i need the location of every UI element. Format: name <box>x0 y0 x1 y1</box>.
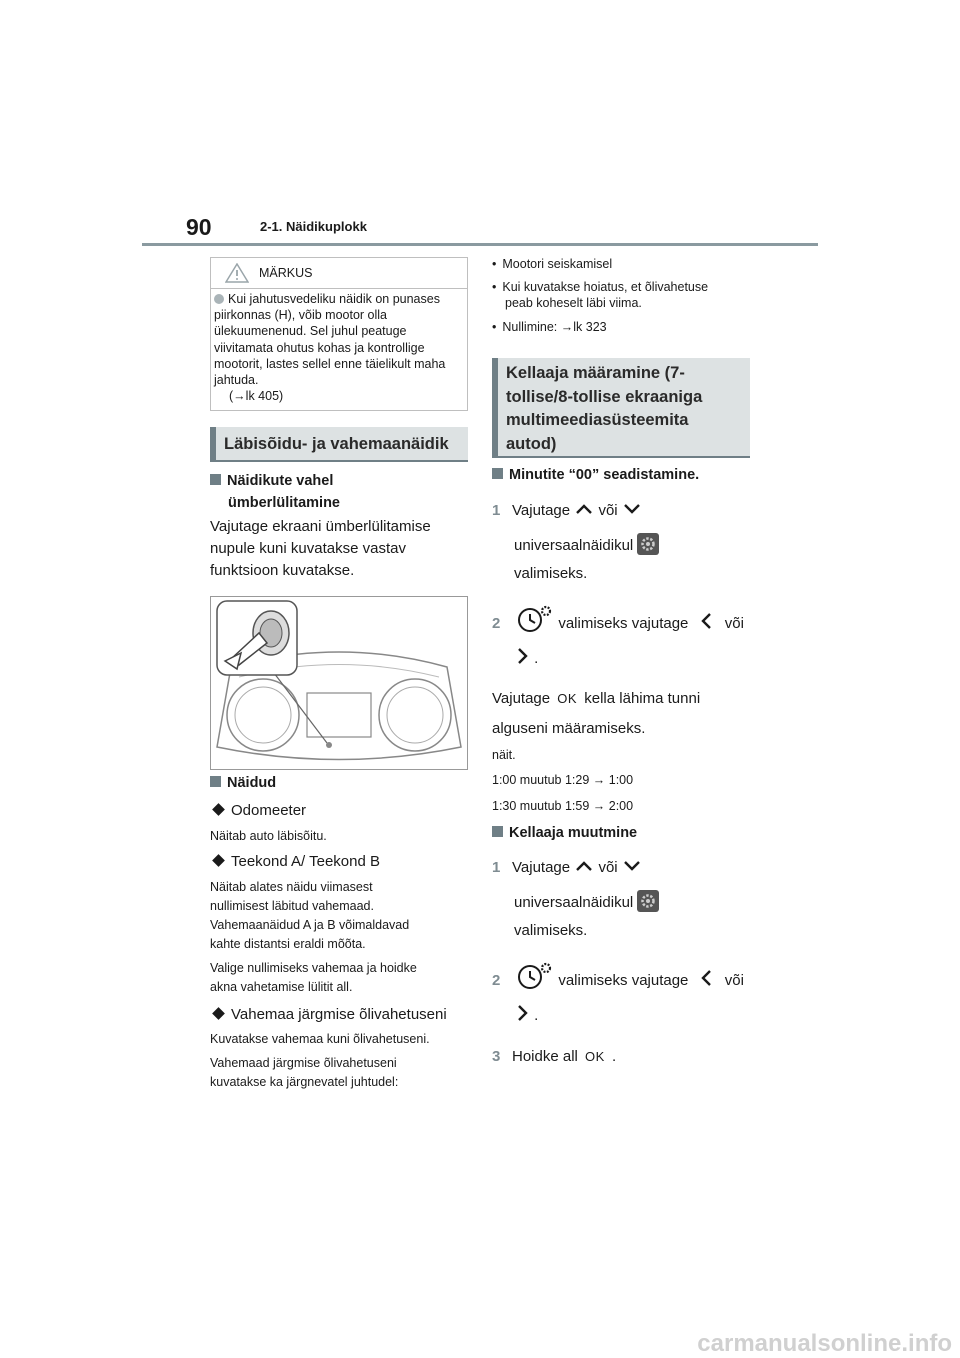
chg-step-1-multi: universaalnäidikul <box>514 890 659 914</box>
cluster-illustration <box>211 597 467 769</box>
diamond-bullet-icon <box>212 1007 225 1020</box>
example-1: 1:00 muutub 1:29 → 1:00 <box>492 773 634 787</box>
gear-icon <box>637 533 659 555</box>
notice-header <box>211 258 467 289</box>
odometer-text: Näitab auto läbisõitu. <box>210 829 327 843</box>
switch-heading: Näidikute vahel ümberlülitamine <box>210 470 340 514</box>
chg-step-1-select: valimiseks. <box>514 922 588 939</box>
chg-step-2: 2 valimiseks vajutage või <box>492 961 744 992</box>
bullet-dot-icon <box>214 294 224 304</box>
bullet-oil-warning: • Kui kuvatakse hoiatus, et õlivahetuse peab koheselt läbi viima. <box>492 280 709 310</box>
page-number: 90 <box>186 214 212 240</box>
chevron-down-icon <box>622 502 642 516</box>
header-rule <box>142 243 818 246</box>
trip-title: Teekond A/ Teekond B <box>210 851 380 873</box>
min-step-1-select: valimiseks. <box>514 565 588 582</box>
instrument-cluster-figure <box>210 596 468 770</box>
bullet-reset: • Nullimine: →lk 323 <box>492 320 607 334</box>
chevron-up-icon <box>574 502 594 516</box>
clock-settings-icon <box>516 604 554 634</box>
notice-title: MÄRKUS <box>259 266 313 280</box>
square-bullet-icon <box>210 474 221 485</box>
oil-title: Vahemaa järgmise õlivahetuseni <box>210 1004 447 1026</box>
chg-step-3: 3 Hoidke all OK . <box>492 1048 617 1065</box>
clock-settings-icon <box>516 961 554 991</box>
minutes-heading: Minutite “00” seadistamine. <box>492 467 699 483</box>
ok-icon: OK <box>585 1049 605 1064</box>
square-bullet-icon <box>492 826 503 837</box>
heading-odometer: Läbisõidu- ja vahemaanäidik <box>210 427 468 462</box>
change-heading: Kellaaja muutmine <box>492 825 637 841</box>
chg-step-1: 1 Vajutage või <box>492 857 642 879</box>
gauges-heading: Näidud <box>210 775 276 791</box>
diamond-bullet-icon <box>212 803 225 816</box>
trip-text: Näitab alates näidu viimasest nullimisest läbitud vahemaad. Vahemaanäidud A ja B võimaldavad kahte distantsi eraldi mõõta. Valige nullimiseks vahemaa ja hoidke akna vahetamise lülitit all. <box>210 880 417 994</box>
notice-text: Kui jahutusvedeliku näidik on punases piirkonnas (H), võib mootor olla ülekuumenenud. Sel juhul peatuge viivitamata ohutus kohas ja kontrollige mootorit, lastes sellel enne täielikult maha jahtuda. <box>214 292 446 388</box>
chevron-up-icon <box>574 859 594 873</box>
min-step-2: 2 valimiseks vajutage või <box>492 604 744 635</box>
chevron-down-icon <box>622 859 642 873</box>
square-bullet-icon <box>210 776 221 787</box>
chevron-right-icon <box>514 1003 530 1023</box>
chg-step-2-right: . <box>514 1003 538 1027</box>
example-2: 1:30 muutub 1:59 → 2:00 <box>492 799 634 813</box>
ok-instruction: Vajutage OK kella lähima tunni <box>492 690 701 707</box>
bullet-engine-stop: • Mootori seiskamisel <box>492 257 613 271</box>
oil-text: Kuvatakse vahemaa kuni õlivahetuseni. Vahemaad järgmise õlivahetuseni kuvatakse ka järgnevatel juhtudel: <box>210 1032 430 1089</box>
odometer-title: Odomeeter <box>210 800 306 822</box>
section-title: 2-1. Näidikuplokk <box>260 219 367 234</box>
warning-triangle-icon <box>225 263 249 283</box>
switch-body: Vajutage ekraani ümberlülitamise nupule kuni kuvatakse vastav funktsioon kuvatakse. <box>210 518 431 579</box>
chevron-left-icon <box>699 968 715 988</box>
notice-ref: (→lk 405) <box>229 389 284 404</box>
min-step-2-right: . <box>514 646 538 670</box>
notice-box <box>210 257 468 411</box>
chevron-right-icon <box>514 646 530 666</box>
ok-instruction-2: alguseni määramiseks. <box>492 720 646 737</box>
notice-body <box>214 291 464 404</box>
square-bullet-icon <box>492 468 503 479</box>
ok-icon: OK <box>557 691 578 706</box>
heading-clock: Kellaaja määramine (7- tollise/8-tollise ekraaniga multimeediasüsteemita autod) <box>492 358 750 458</box>
example-label: näit. <box>492 748 516 762</box>
min-step-1: 1 Vajutage või <box>492 500 642 522</box>
gear-icon <box>637 890 659 912</box>
min-step-1-multi: universaalnäidikul <box>514 533 659 557</box>
diamond-bullet-icon <box>212 854 225 867</box>
chevron-left-icon <box>699 611 715 631</box>
watermark: carmanualsonline.info <box>697 1330 952 1357</box>
